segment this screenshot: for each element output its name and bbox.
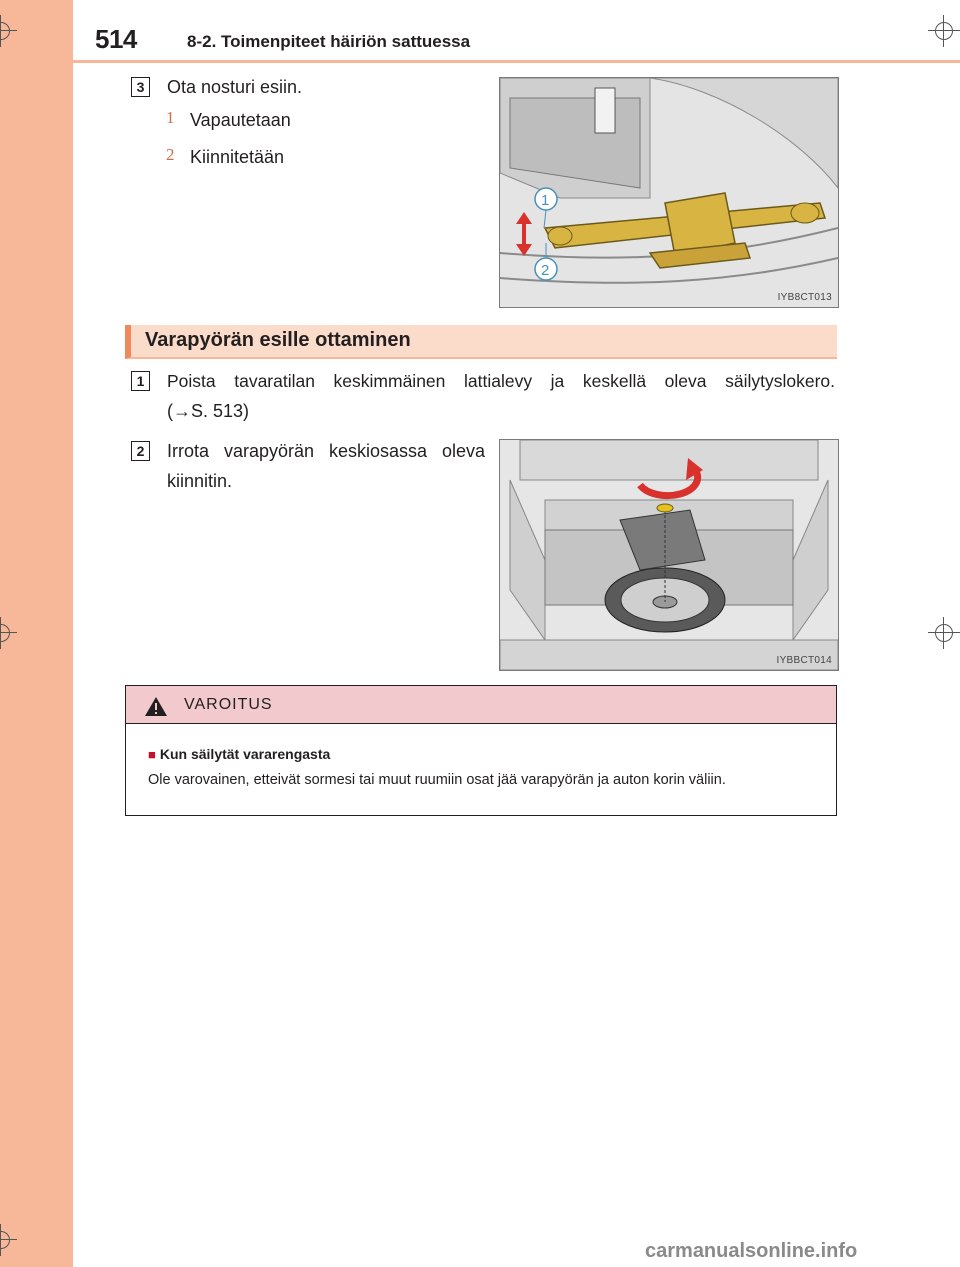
step-3-text: Ota nosturi esiin. bbox=[167, 77, 303, 97]
crop-mark bbox=[928, 15, 960, 47]
warning-body: Ole varovainen, etteivät sormesi tai muut ruumiin osat jää varapyörän ja auton korin väliin. bbox=[148, 772, 726, 788]
section-heading: Varapyörän esille ottaminen bbox=[145, 329, 411, 351]
warning-subheading-text: Kun säilytät vararengasta bbox=[159, 746, 331, 762]
trunk-drawing bbox=[500, 440, 838, 670]
crop-mark bbox=[0, 617, 17, 649]
svg-text:2: 2 bbox=[541, 262, 550, 279]
crop-mark bbox=[0, 15, 17, 47]
figure-code: IYB8CT013 bbox=[777, 292, 832, 303]
warning-header bbox=[126, 686, 836, 724]
item-number-1: 1 bbox=[166, 108, 175, 127]
square-bullet-icon: ■ bbox=[148, 747, 156, 762]
warning-subheading bbox=[148, 746, 330, 762]
item-label-release: Vapautetaan bbox=[190, 110, 291, 130]
crop-mark bbox=[928, 617, 960, 649]
item-number-2: 2 bbox=[166, 145, 175, 164]
jack-drawing bbox=[500, 78, 838, 307]
step-1-text: Poista tavaratilan keskimmäinen lattialevy ja keskellä oleva säilytyslokero. bbox=[167, 371, 835, 391]
step-2-text: Irrota varapyörän keskiosassa oleva bbox=[167, 441, 485, 461]
watermark: carmanualsonline.info bbox=[645, 1240, 858, 1262]
spare-tire-illustration bbox=[499, 439, 839, 671]
step-1-reference: (→S. 513) bbox=[167, 401, 250, 421]
warning-box bbox=[125, 685, 837, 816]
section-title: 8-2. Toimenpiteet häiriön sattuessa bbox=[187, 32, 471, 51]
header-rule bbox=[73, 60, 960, 63]
figure-code: IYBBCT014 bbox=[776, 655, 832, 666]
jack-illustration bbox=[499, 77, 839, 308]
svg-text:1: 1 bbox=[541, 192, 550, 209]
warning-title: VAROITUS bbox=[184, 696, 273, 713]
warning-triangle-icon bbox=[144, 696, 168, 717]
item-label-fasten: Kiinnitetään bbox=[190, 147, 285, 167]
page-number: 514 bbox=[95, 24, 137, 54]
crop-mark bbox=[0, 1224, 17, 1256]
step-2-text-cont: kiinnitin. bbox=[167, 471, 233, 491]
section-heading-bar bbox=[125, 325, 837, 359]
step-marker-1: 1 bbox=[131, 371, 150, 391]
step-marker-3: 3 bbox=[131, 77, 150, 97]
step-marker-2: 2 bbox=[131, 441, 150, 461]
